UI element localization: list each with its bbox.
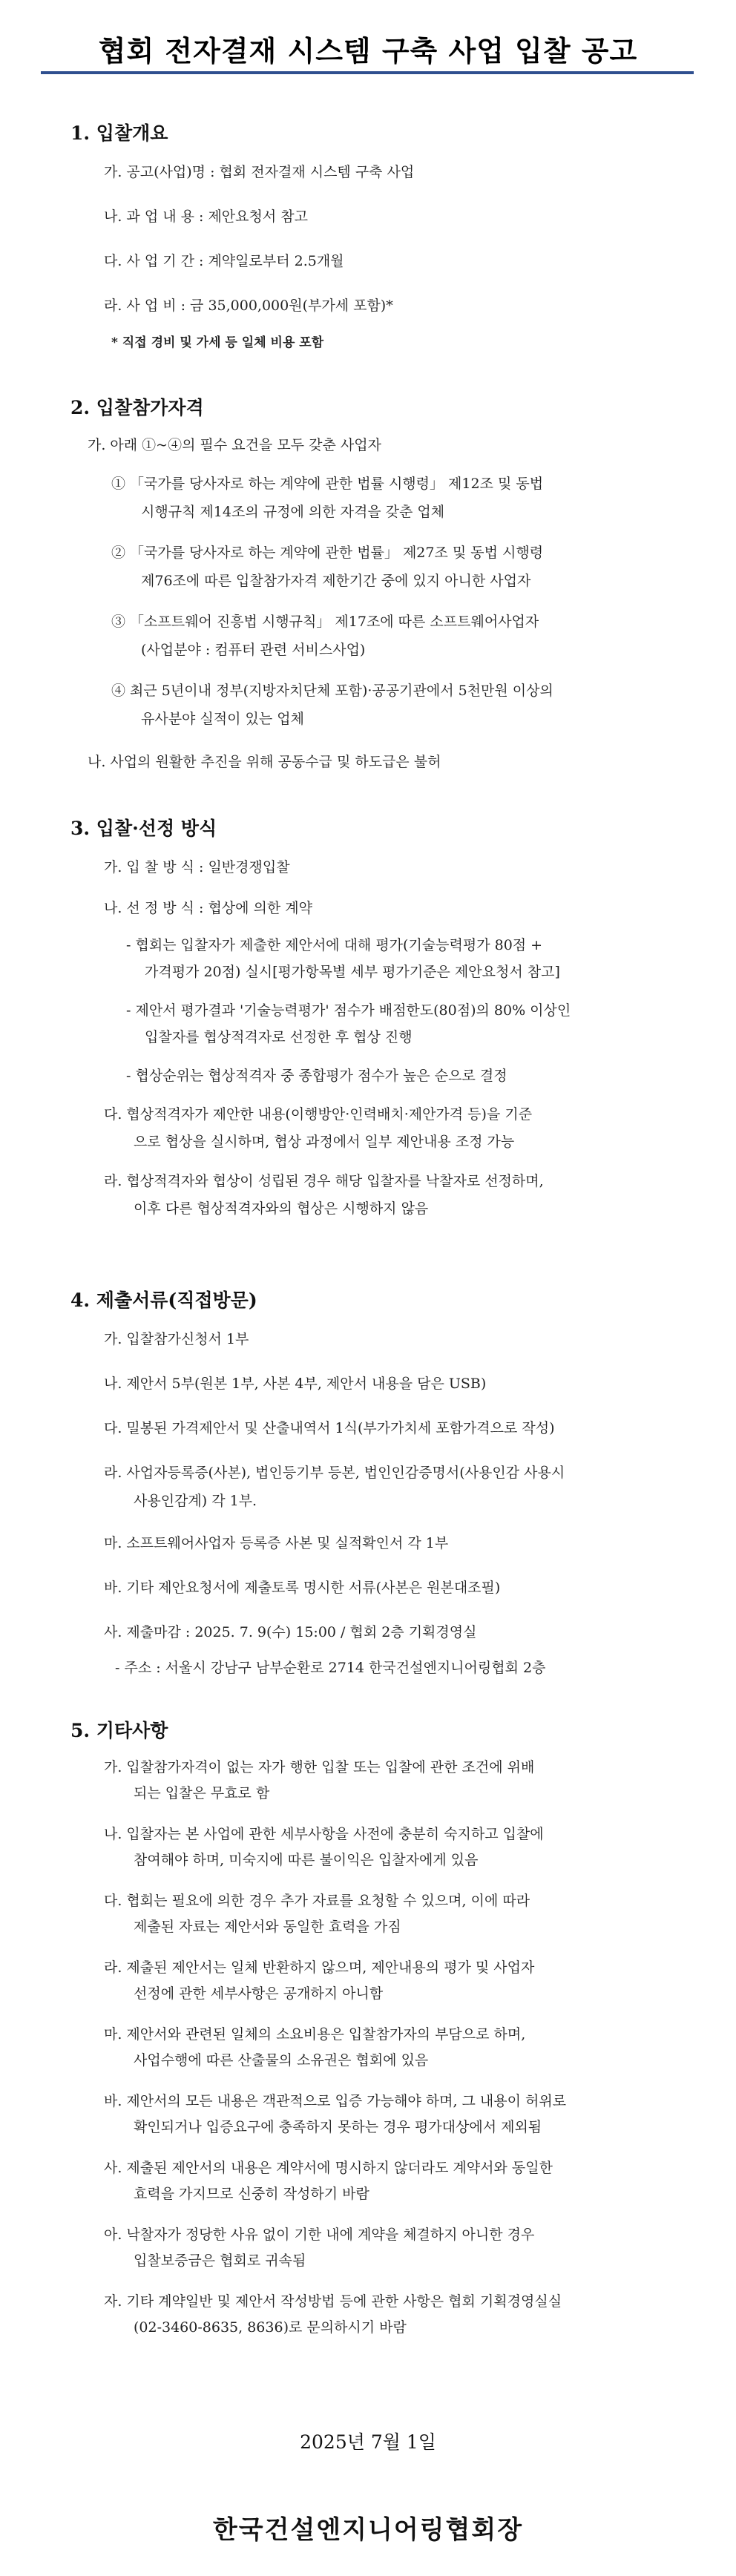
documents-address: - 주소 : 서울시 강남구 남부순환로 2714 한국건설엔지니어링협회 2층 [115, 1660, 546, 1676]
misc-a-line1: 가. 입찰참가자격이 없는 자가 행한 입찰 또는 입찰에 관한 조건에 위배 [104, 1759, 535, 1775]
misc-a-line2: 되는 입찰은 무효로 함 [134, 1785, 270, 1801]
section-heading-misc: 5. 기타사항 [70, 1720, 168, 1741]
misc-e-line2: 사업수행에 따른 산출물의 소유권은 협회에 있음 [134, 2052, 429, 2069]
overview-period: 다. 사 업 기 간 : 계약일로부터 2.5개월 [104, 253, 344, 269]
selection-priority: - 협상순위는 협상적격자 중 종합평가 점수가 높은 순으로 결정 [126, 1068, 507, 1084]
eligibility-2-line2: 제76조에 따른 입찰참가자격 제한기간 중에 있지 아니한 사업자 [141, 573, 531, 589]
overview-budget: 라. 사 업 비 : 금 35,000,000원(부가세 포함)* [104, 298, 393, 314]
overview-budget-note: * 직접 경비 및 가세 등 일체 비용 포함 [111, 335, 324, 350]
misc-b-line2: 참여해야 하며, 미숙지에 따른 불이익은 입찰자에게 있음 [134, 1852, 479, 1868]
misc-h-line1: 아. 낙찰자가 정당한 사유 없이 기한 내에 계약을 체결하지 아니한 경우 [104, 2227, 535, 2243]
documents-f: 바. 기타 제안요청서에 제출토록 명시한 서류(사본은 원본대조필) [104, 1580, 501, 1596]
misc-e-line1: 마. 제안서와 관련된 일체의 소요비용은 입찰참가자의 부담으로 하며, [104, 2026, 526, 2043]
section-heading-selection: 3. 입찰·선정 방식 [70, 818, 217, 839]
documents-d-line2: 사용인감계) 각 1부. [134, 1493, 257, 1509]
issuer-signature: 한국건설엔지니어링협회장 [212, 2515, 524, 2545]
selection-d-line1: 라. 협상적격자와 협상이 성립된 경우 해당 입찰자를 낙찰자로 선정하며, [104, 1173, 544, 1189]
documents-c: 다. 밀봉된 가격제안서 및 산출내역서 1식(부가가치세 포함가격으로 작성) [104, 1420, 555, 1436]
eligibility-4-line1: ④ 최근 5년이내 정부(지방자치단체 포함)·공공기관에서 5천만원 이상의 [111, 683, 553, 699]
misc-d-line1: 라. 제출된 제안서는 일체 반환하지 않으며, 제안내용의 평가 및 사업자 [104, 1959, 535, 1976]
documents-deadline: 사. 제출마감 : 2025. 7. 9(수) 15:00 / 협회 2층 기획경영실 [104, 1624, 477, 1640]
misc-f-line1: 바. 제안서의 모든 내용은 객관적으로 입증 가능해야 하며, 그 내용이 허위로 [104, 2093, 567, 2109]
title-underline [41, 71, 694, 74]
eligibility-1-line2: 시행규칙 제14조의 규정에 의한 자격을 갖춘 업체 [141, 504, 445, 520]
documents-d-line1: 라. 사업자등록증(사본), 법인등기부 등본, 법인인감증명서(사용인감 사용시 [104, 1465, 565, 1481]
misc-f-line2: 확인되거나 입증요구에 충족하지 못하는 경우 평가대상에서 제외됨 [134, 2119, 542, 2135]
misc-b-line1: 나. 입찰자는 본 사업에 관한 세부사항을 사전에 충분히 숙지하고 입찰에 [104, 1826, 544, 1842]
eligibility-1-line1: ① 「국가를 당사자로 하는 계약에 관한 법률 시행령」 제12조 및 동법 [111, 476, 544, 492]
eligibility-a: 가. 아래 ①~④의 필수 요건을 모두 갖춘 사업자 [88, 437, 381, 453]
misc-g-line2: 효력을 가지므로 신중히 작성하기 바람 [134, 2186, 369, 2202]
eligibility-b: 나. 사업의 원활한 추진을 위해 공동수급 및 하도급은 불허 [88, 754, 441, 770]
selection-bid-method: 가. 입 찰 방 식 : 일반경쟁입찰 [104, 859, 290, 875]
notice-date: 2025년 7월 1일 [300, 2431, 436, 2453]
misc-i-line2: (02-3460-8635, 8636)로 문의하시기 바람 [134, 2319, 407, 2336]
misc-d-line2: 선정에 관한 세부사항은 공개하지 아니함 [134, 1985, 384, 2002]
eligibility-2-line1: ② 「국가를 당사자로 하는 계약에 관한 법률」 제27조 및 동법 시행령 [111, 545, 544, 561]
selection-c-line1: 다. 협상적격자가 제안한 내용(이행방안·인력배치·제안가격 등)을 기준 [104, 1106, 533, 1123]
selection-eval-line1: - 협회는 입찰자가 제출한 제안서에 대해 평가(기술능력평가 80점 + [126, 937, 543, 953]
selection-d-line2: 이후 다른 협상적격자와의 협상은 시행하지 않음 [134, 1200, 429, 1217]
documents-e: 마. 소프트웨어사업자 등록증 사본 및 실적확인서 각 1부 [104, 1535, 449, 1551]
eligibility-3-line1: ③ 「소프트웨어 진흥법 시행규칙」 제17조에 따른 소프트웨어사업자 [111, 614, 539, 630]
section-heading-eligibility: 2. 입찰참가자격 [70, 397, 204, 418]
section-heading-overview: 1. 입찰개요 [70, 122, 168, 144]
eligibility-3-line2: (사업분야 : 컴퓨터 관련 서비스사업) [141, 642, 366, 658]
selection-qualified-line2: 입찰자를 협상적격자로 선정한 후 협상 진행 [145, 1029, 413, 1045]
misc-h-line2: 입찰보증금은 협회로 귀속됨 [134, 2253, 306, 2269]
page-title: 협회 전자결재 시스템 구축 사업 입찰 공고 [98, 35, 638, 68]
misc-i-line1: 자. 기타 계약일반 및 제안서 작성방법 등에 관한 사항은 협회 기획경영실실 [104, 2293, 562, 2310]
selection-qualified-line1: - 제안서 평가결과 '기술능력평가' 점수가 배점한도(80점)의 80% 이상인 [126, 1002, 571, 1019]
misc-c-line2: 제출된 자료는 제안서와 동일한 효력을 가짐 [134, 1919, 401, 1935]
eligibility-4-line2: 유사분야 실적이 있는 업체 [141, 711, 305, 727]
overview-scope: 나. 과 업 내 용 : 제안요청서 참고 [104, 208, 308, 225]
documents-b: 나. 제안서 5부(원본 1부, 사본 4부, 제안서 내용을 담은 USB) [104, 1376, 487, 1392]
section-heading-documents: 4. 제출서류(직접방문) [70, 1289, 257, 1311]
selection-eval-line2: 가격평가 20점) 실시[평가항목별 세부 평가기준은 제안요청서 참고] [145, 964, 560, 980]
misc-g-line1: 사. 제출된 제안서의 내용은 계약서에 명시하지 않더라도 계약서와 동일한 [104, 2160, 553, 2176]
selection-c-line2: 으로 협상을 실시하며, 협상 과정에서 일부 제안내용 조정 가능 [134, 1134, 515, 1150]
documents-a: 가. 입찰참가신청서 1부 [104, 1331, 249, 1347]
selection-method: 나. 선 정 방 식 : 협상에 의한 계약 [104, 900, 313, 916]
overview-project-name: 가. 공고(사업)명 : 협회 전자결재 시스템 구축 사업 [104, 164, 415, 180]
misc-c-line1: 다. 협회는 필요에 의한 경우 추가 자료를 요청할 수 있으며, 이에 따라 [104, 1893, 530, 1909]
